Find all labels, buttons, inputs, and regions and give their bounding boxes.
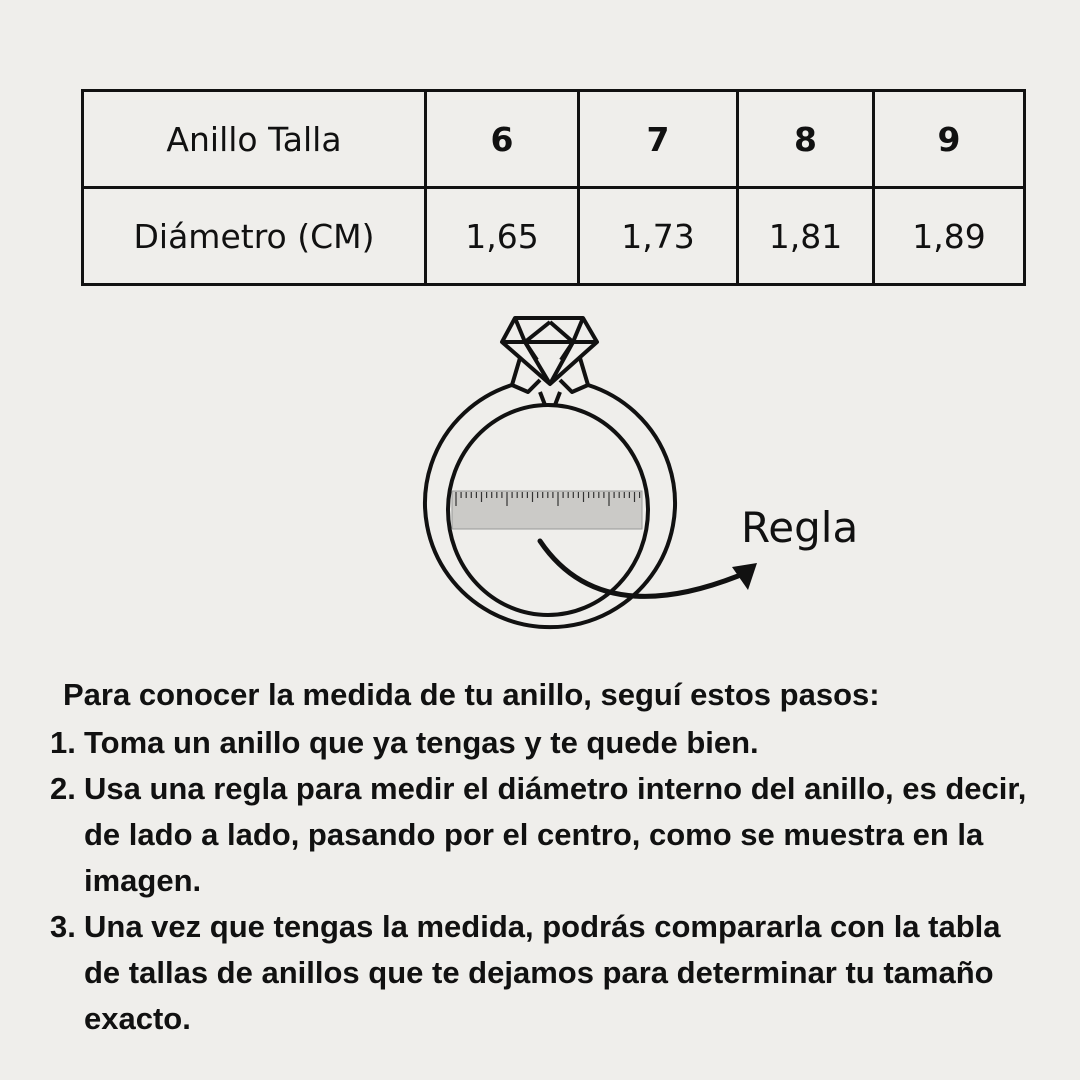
step-text: Toma un anillo que ya tengas y te quede bien. (84, 725, 759, 760)
ring-with-ruler-illustration (400, 300, 780, 640)
list-item (50, 720, 1040, 766)
step-text: Usa una regla para medir el diámetro interno del anillo, es decir, de lado a lado, pasando por el centro, como se muestra en la imagen. (84, 771, 1027, 898)
diameter-cell: 1,65 (426, 188, 579, 285)
size-cell: 7 (579, 91, 738, 188)
diameter-cell: 1,89 (874, 188, 1025, 285)
ring-size-table (81, 89, 1026, 286)
step-number: 2. (50, 771, 76, 806)
step-number: 3. (50, 909, 76, 944)
row-label-diameter: Diámetro (CM) (83, 188, 426, 285)
step-number: 1. (50, 725, 76, 760)
step-text: Una vez que tengas la medida, podrás compararla con la tabla de tallas de anillos que te dejamos para determinar tu tamaño exacto. (84, 909, 1001, 1036)
size-cell: 8 (738, 91, 874, 188)
arrow-icon (540, 541, 757, 596)
table-row-diameters (83, 188, 1025, 285)
diameter-cell: 1,81 (738, 188, 874, 285)
diameter-cell: 1,73 (579, 188, 738, 285)
row-label-size: Anillo Talla (83, 91, 426, 188)
list-item (50, 766, 1040, 904)
gem-icon (502, 318, 597, 392)
list-item (50, 904, 1040, 1042)
size-cell: 9 (874, 91, 1025, 188)
ruler-label: Regla (741, 503, 859, 552)
instructions-block (50, 672, 1040, 1042)
size-cell: 6 (426, 91, 579, 188)
table-row-sizes (83, 91, 1025, 188)
ruler-icon (452, 491, 642, 529)
instructions-intro: Para conocer la medida de tu anillo, seguí estos pasos: (63, 677, 880, 712)
